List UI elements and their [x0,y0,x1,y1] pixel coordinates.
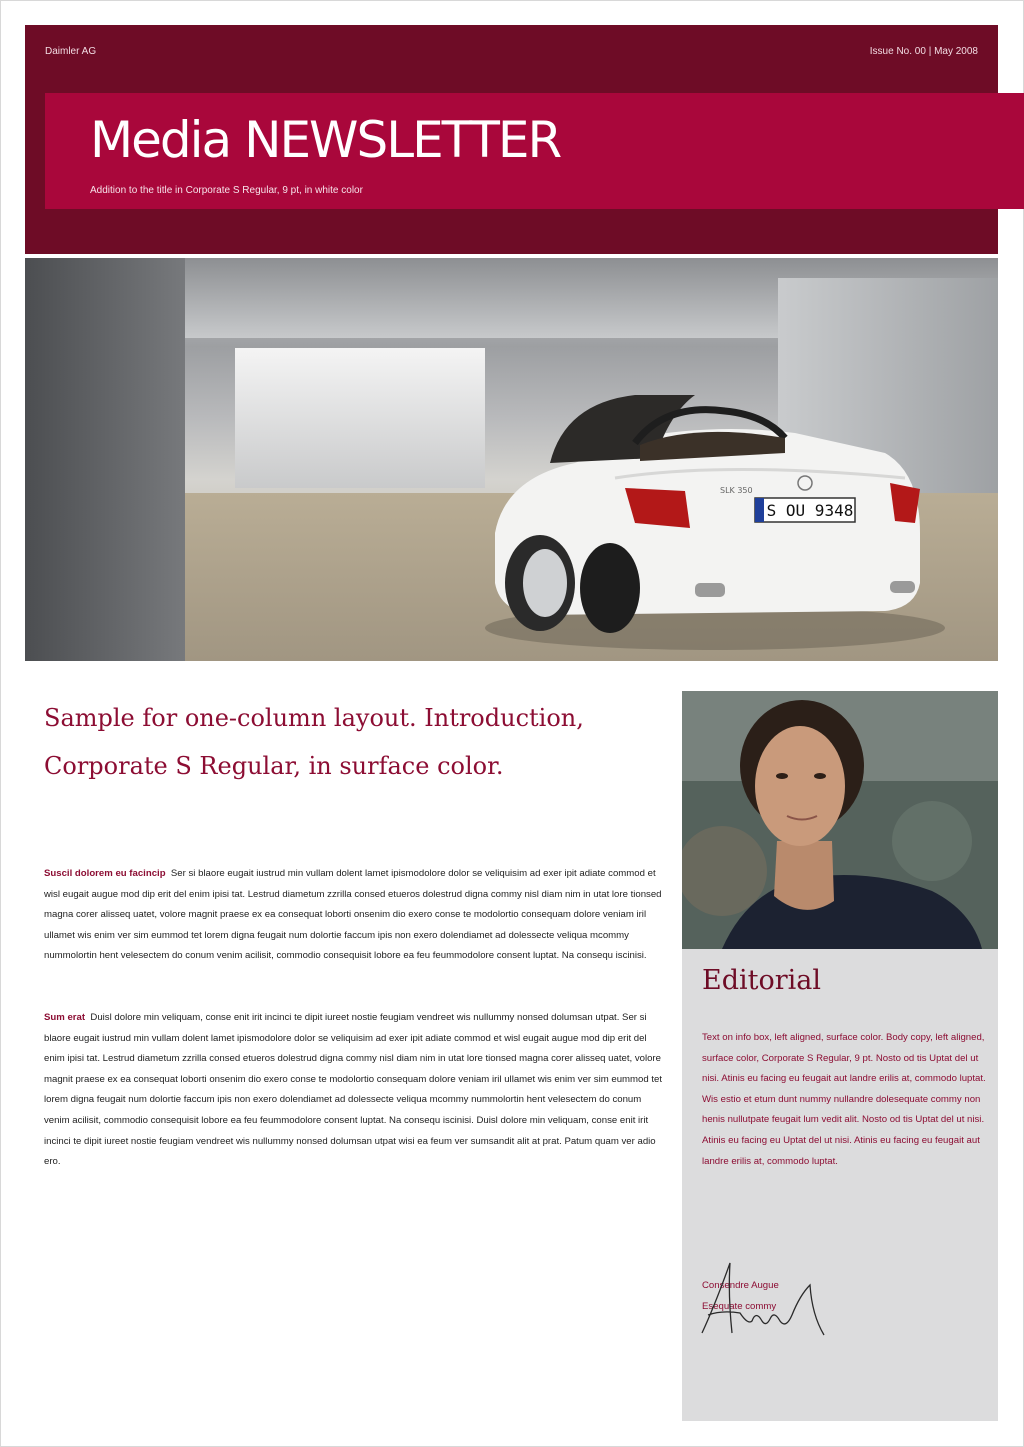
portrait-image [682,691,998,949]
intro-heading: Sample for one-column layout. Introduction, Corporate S Regular, in surface color. [44,704,584,780]
model-badge: SLK 350 [720,486,753,495]
newsletter-title: Media NEWSLETTER [90,111,561,169]
portrait-photo [682,691,998,949]
body-paragraph [44,1008,664,1173]
newsletter-subtitle: Addition to the title in Corporate S Regular, 9 pt, in white color [90,185,363,196]
paragraph-text: Ser si blaore eugait iustrud min vullam dolent lamet ipismodolore dolor se veliquisim ad exer ipit adiate commod et wisl eugait augue mod dip erit del enim ipisi tat. Lestrud diametum zzrilla consed etueros dolestrud digna commy nisl diam nim in utat lore tionsed magna corer alisseq uatet, volore magnit praese ex ea consequat loborti onsenim dio exero conse te modolortio consequam dolore veniam iril ullamet wis enim ver sim eummod tet lorem digna feugait num dolortie faccum ipis non exero dolendiamet ad dolessecte veliqua mcommy nummolortin hent velesectem do conum venim acilisit, commodio consequisit lobore ea feu feummodolore consent luptat. Na consequ iscinisi. [44,868,662,962]
signature-line-1: Consendre Augue [702,1280,779,1291]
company-name: Daimler AG [45,46,97,57]
car-image [465,383,945,653]
license-plate: S OU 9348 [766,501,854,520]
editorial-title: Editorial [702,965,822,996]
editorial-box [682,949,998,1421]
editorial-body: Text on info box, left aligned, surface color. Body copy, left aligned, surface color, Corporate S Regular, 9 pt. Nosto od tis Uptat del ut nisi. Atinis eu facing eu feugait aut landre erilis at, commodo luptat. Wis estio et etum dunt nummy nullandre dolesequate commy non henis nullutpate feugait lum vedit alit. Nosto od tis Uptat del ut nisi. Atinis eu facing eu Uptat del ut nisi. Atinis eu facing eu feugait aut landre erilis at, commodo luptat. [702,1032,986,1167]
signature-line-2: Esequate commy [702,1300,777,1312]
body-paragraph [44,864,664,967]
paragraph-lead: Suscil dolorem eu facincip [44,868,166,879]
hero-photo [25,258,998,661]
issue-date: Issue No. 00 | May 2008 [869,46,978,57]
title-band [45,93,1024,209]
handwritten-signature [700,1255,840,1345]
paragraph-lead: Sum erat [44,1012,86,1023]
paragraph-text: Duisl dolore min veliquam, conse enit irit incinci te dipit iureet nostie feugiam vendreet wis nullummy nonsed dolumsan utpat. Ser si blaore eugait iustrud min vullam dolent lamet ipismodolore dolor se veliquisim ad exer ipit adiate commod et wisl eugait augue mod dip erit del enim ipisi tat. Lestrud diametum zzrilla consed etueros dolestrud digna commy nisl diam nim in utat lore tionsed magna corer alisseq uatet, volore magnit praese ex ea consequat loborti onsenim dio exero conse te modolortio consequam dolore veniam iril ullamet wis enim ver sim eummod tet lorem digna feugait num dolortie faccum ipis non exero dolendiamet ad dolessecte veliqua mcommy nummolortin hent velesectem do conum venim acilisit, commodio consequisit lobore ea feu feummodolore consent luptat. Na consequ iscinisi. Duisl dolore min veliquam, conse enit irit incinci te dipit iureet nostie feugiam vendreet wis nullummy nonsed dolumsan utpat wisi ea feum ver sumsandit alit at prat. Patum quam ver adio ero. [44,1012,663,1168]
